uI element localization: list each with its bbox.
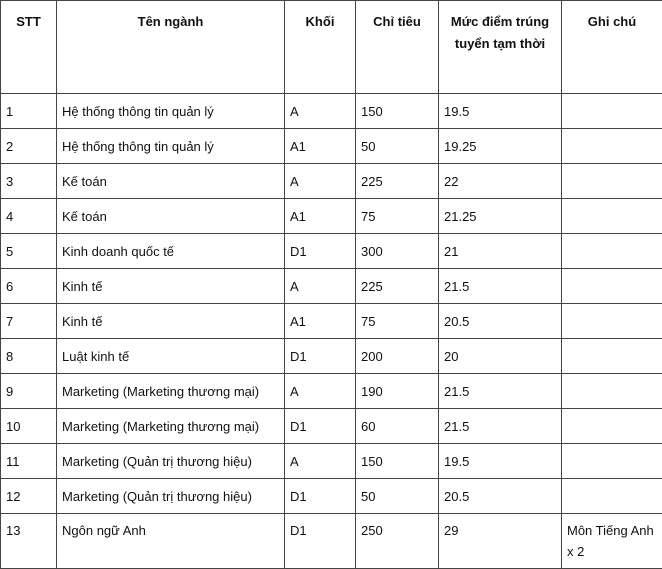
cell-stt: 2 [1, 129, 57, 164]
cell-khoi: A [285, 269, 356, 304]
cell-ghi-chu [562, 409, 662, 444]
cell-muc-diem: 21 [439, 234, 562, 269]
cell-stt: 11 [1, 444, 57, 479]
cell-muc-diem: 19.5 [439, 94, 562, 129]
cell-khoi: A [285, 374, 356, 409]
cell-stt: 3 [1, 164, 57, 199]
cell-ghi-chu [562, 129, 662, 164]
table-row [1, 479, 662, 514]
cell-muc-diem: 21.25 [439, 199, 562, 234]
cell-ghi-chu [562, 94, 662, 129]
cell-muc-diem: 21.5 [439, 374, 562, 409]
cell-ghi-chu [562, 374, 662, 409]
cell-ten-nganh: Marketing (Marketing thương mại) [57, 409, 285, 444]
cell-khoi: D1 [285, 409, 356, 444]
cell-khoi: D1 [285, 479, 356, 514]
cell-stt: 6 [1, 269, 57, 304]
table-row [1, 374, 662, 409]
cell-ghi-chu [562, 199, 662, 234]
cell-muc-diem: 19.25 [439, 129, 562, 164]
cell-ten-nganh: Kinh doanh quốc tế [57, 234, 285, 269]
cell-ten-nganh: Marketing (Quản trị thương hiệu) [57, 444, 285, 479]
cell-khoi: D1 [285, 339, 356, 374]
cell-stt: 5 [1, 234, 57, 269]
cell-stt: 10 [1, 409, 57, 444]
table-row [1, 234, 662, 269]
cell-stt: 1 [1, 94, 57, 129]
cell-stt: 8 [1, 339, 57, 374]
cell-ghi-chu: Môn Tiếng Anh x 2 [562, 514, 662, 569]
cell-chi-tieu: 75 [356, 304, 439, 339]
cell-ghi-chu [562, 479, 662, 514]
table-row [1, 199, 662, 234]
cell-ghi-chu [562, 444, 662, 479]
cell-ten-nganh: Kinh tế [57, 304, 285, 339]
cell-khoi: A [285, 164, 356, 199]
cell-chi-tieu: 225 [356, 164, 439, 199]
cell-muc-diem: 22 [439, 164, 562, 199]
header-ten-nganh: Tên ngành [57, 1, 285, 94]
cell-stt: 7 [1, 304, 57, 339]
cell-muc-diem: 19.5 [439, 444, 562, 479]
cell-muc-diem: 20 [439, 339, 562, 374]
cell-khoi: A [285, 444, 356, 479]
cell-chi-tieu: 225 [356, 269, 439, 304]
cell-muc-diem: 20.5 [439, 479, 562, 514]
header-stt: STT [1, 1, 57, 94]
cell-muc-diem: 20.5 [439, 304, 562, 339]
cell-ghi-chu [562, 339, 662, 374]
table-row [1, 269, 662, 304]
table-row [1, 304, 662, 339]
cell-chi-tieu: 300 [356, 234, 439, 269]
header-ghi-chu: Ghi chú [562, 1, 662, 94]
cell-chi-tieu: 250 [356, 514, 439, 569]
cell-chi-tieu: 60 [356, 409, 439, 444]
header-chi-tieu: Chỉ tiêu [356, 1, 439, 94]
cell-stt: 12 [1, 479, 57, 514]
table-row [1, 94, 662, 129]
table-row [1, 409, 662, 444]
cell-muc-diem: 29 [439, 514, 562, 569]
cell-ghi-chu [562, 304, 662, 339]
cell-chi-tieu: 200 [356, 339, 439, 374]
cell-chi-tieu: 150 [356, 444, 439, 479]
table-row [1, 164, 662, 199]
cell-khoi: D1 [285, 234, 356, 269]
cell-stt: 13 [1, 514, 57, 569]
cell-ghi-chu [562, 234, 662, 269]
header-muc-diem: Mức điểm trúng tuyển tạm thời [439, 1, 562, 94]
cell-chi-tieu: 50 [356, 129, 439, 164]
cell-khoi: A1 [285, 129, 356, 164]
cell-ten-nganh: Kế toán [57, 164, 285, 199]
cell-ten-nganh: Marketing (Marketing thương mại) [57, 374, 285, 409]
cell-ten-nganh: Marketing (Quản trị thương hiệu) [57, 479, 285, 514]
table-row [1, 444, 662, 479]
cell-stt: 4 [1, 199, 57, 234]
cell-stt: 9 [1, 374, 57, 409]
table-row [1, 514, 662, 569]
cell-ten-nganh: Kế toán [57, 199, 285, 234]
cell-muc-diem: 21.5 [439, 409, 562, 444]
cell-chi-tieu: 50 [356, 479, 439, 514]
header-khoi: Khối [285, 1, 356, 94]
cell-ghi-chu [562, 269, 662, 304]
cell-khoi: A1 [285, 304, 356, 339]
cell-chi-tieu: 150 [356, 94, 439, 129]
cell-ghi-chu [562, 164, 662, 199]
table-row [1, 339, 662, 374]
cell-ten-nganh: Hệ thống thông tin quản lý [57, 129, 285, 164]
cell-ten-nganh: Ngôn ngữ Anh [57, 514, 285, 569]
cell-chi-tieu: 75 [356, 199, 439, 234]
cell-muc-diem: 21.5 [439, 269, 562, 304]
cell-ten-nganh: Luật kinh tế [57, 339, 285, 374]
cell-khoi: D1 [285, 514, 356, 569]
table-row [1, 129, 662, 164]
cell-ten-nganh: Kinh tế [57, 269, 285, 304]
cell-ten-nganh: Hệ thống thông tin quản lý [57, 94, 285, 129]
table-header-row [1, 1, 662, 94]
cell-chi-tieu: 190 [356, 374, 439, 409]
cell-khoi: A [285, 94, 356, 129]
cell-khoi: A1 [285, 199, 356, 234]
